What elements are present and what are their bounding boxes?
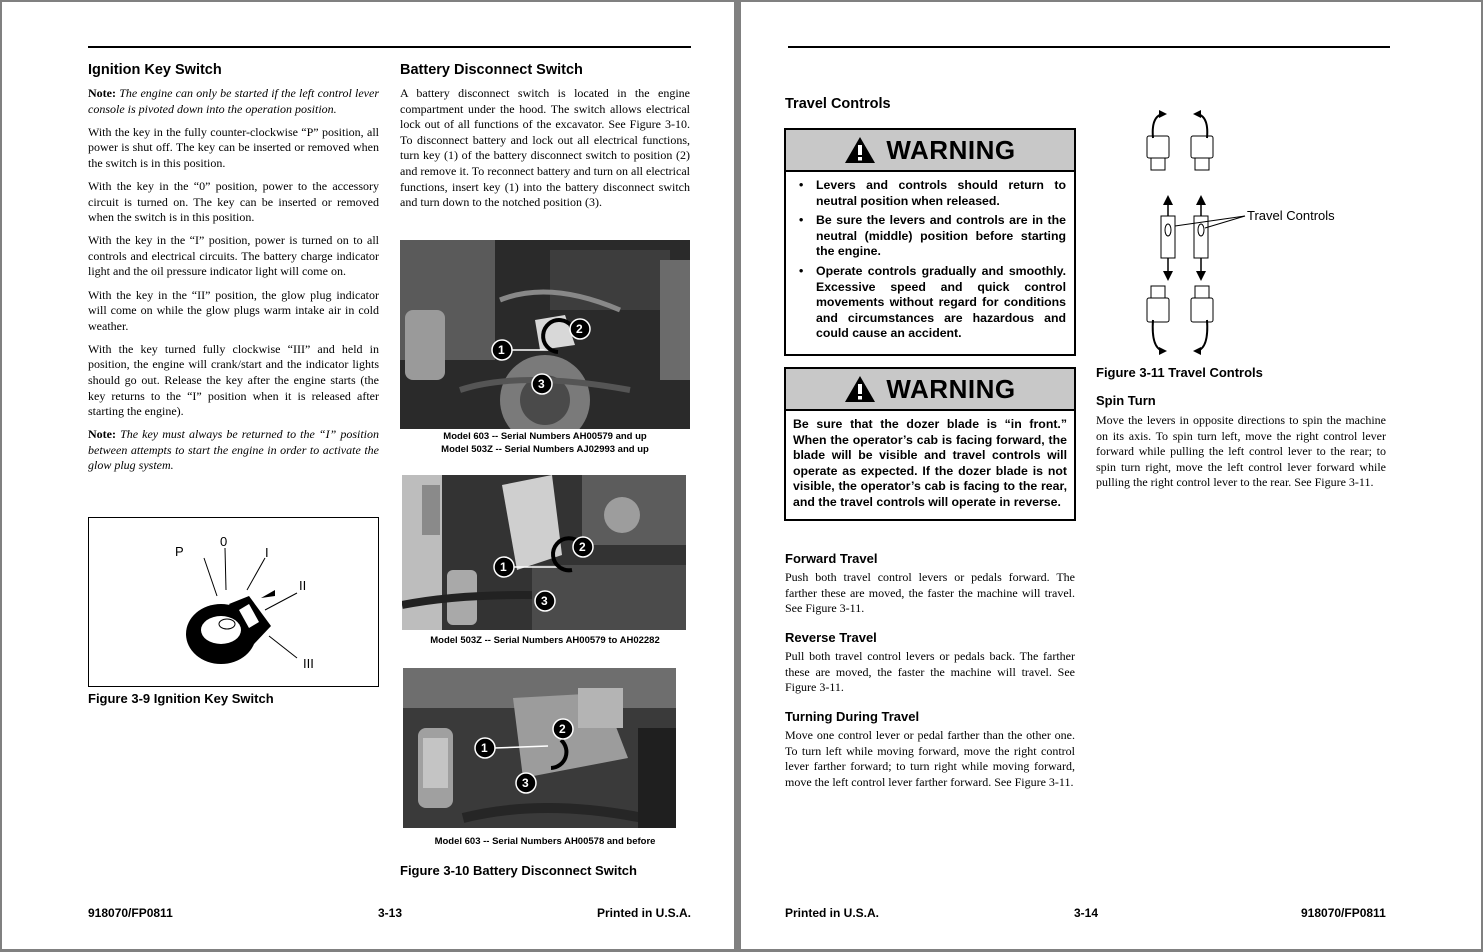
engine-photo-1 <box>400 240 690 429</box>
footer-page-number: 3-13 <box>378 906 403 920</box>
callout-1-label: 1 <box>500 560 507 574</box>
battery-heading: Battery Disconnect Switch <box>400 62 583 78</box>
position-line-iii <box>269 636 297 658</box>
travel-controls-illustration <box>1141 108 1381 358</box>
ignition-note-1 <box>88 86 379 117</box>
arrow-icon <box>1193 347 1201 355</box>
note-text: The key must always be returned to the “I” position between attempts to start the engine in order to activate the glow plug system. <box>88 427 380 473</box>
callout-2-label: 2 <box>576 322 583 336</box>
footer-printed: Printed in U.S.A. <box>597 906 692 920</box>
callout-2-label: 2 <box>579 540 586 554</box>
figure-3-11-caption: Figure 3-11 Travel Controls <box>1096 365 1263 380</box>
ignition-heading: Ignition Key Switch <box>88 62 222 78</box>
ignition-text-column <box>88 86 379 482</box>
note-text: The engine can only be started if the left control lever console is pivoted down into the operation position. <box>88 86 379 116</box>
ignition-paragraph: With the key in the “II” position, the glow plug indicator will come on while the glow plugs warm intake air in cold weather. <box>88 287 379 333</box>
warning-item: • Operate controls gradually and smoothly. Excessive speed and quick control movements without regard for conditions and circumstances are hazardous and could cause an accident. <box>794 264 1066 342</box>
footer-printed: Printed in U.S.A. <box>785 906 880 920</box>
arrow-icon <box>1193 110 1201 118</box>
arrow-down-icon <box>1196 271 1206 281</box>
travel-controls-label: Travel Controls <box>1247 208 1335 223</box>
reverse-travel-text: Pull both travel control levers or pedals back. The farther these are moved, the faster the machine will travel. See Figure 3-11. <box>785 649 1075 695</box>
warning-header <box>786 130 1074 172</box>
callout-2-label: 2 <box>559 722 566 736</box>
warning-title: WARNING <box>886 134 1016 165</box>
warning-box-dozer <box>784 367 1076 521</box>
position-line-0 <box>225 548 226 590</box>
ignition-note-2 <box>88 427 379 474</box>
warning-title: WARNING <box>886 373 1016 404</box>
rotation-arrow-icon <box>261 590 275 598</box>
figure-3-10-caption: Figure 3-10 Battery Disconnect Switch <box>400 863 637 878</box>
label-i: I <box>265 545 269 560</box>
note-label: Note: <box>88 427 116 442</box>
engine-photo-1-illustration <box>400 240 690 429</box>
pedal-pair-top <box>1147 136 1213 170</box>
header-rule <box>788 46 1390 48</box>
photo-1-caption <box>400 430 690 456</box>
forward-travel-section <box>785 570 1075 624</box>
note-label: Note: <box>88 86 116 100</box>
travel-controls-heading: Travel Controls <box>785 96 891 112</box>
engine-photo-2 <box>402 475 686 630</box>
header-rule <box>88 46 691 48</box>
callout-3-label: 3 <box>541 594 548 608</box>
arrow-icon <box>1159 110 1167 118</box>
photo-2-caption: Model 503Z -- Serial Numbers AH00579 to AH02282 <box>430 635 660 646</box>
engine-photo-2-illustration <box>402 475 686 630</box>
leader-line <box>1175 216 1245 226</box>
photo-1-caption-line: Model 503Z -- Serial Numbers AJ02993 and up <box>441 444 649 455</box>
arrow-down-icon <box>1163 271 1173 281</box>
warning-list <box>794 178 1066 342</box>
warning-item: • Levers and controls should return to neutral position when released. <box>794 178 1066 209</box>
engine-photo-3 <box>403 668 676 828</box>
arrow-up-icon <box>1163 195 1173 205</box>
callout-1-label: 1 <box>498 343 505 357</box>
ignition-paragraph: With the key turned fully clockwise “III” and held in position, the engine will crank/start and the indicator lights should go out. Release the key after the engine starts (the key returns to the “I” position when it is released after starting the engine). <box>88 341 379 419</box>
warning-box-levers <box>784 128 1076 356</box>
forward-travel-text: Push both travel control levers or pedals forward. The farther these are moved, the faster the machine will travel. See Figure 3-11. <box>785 570 1075 616</box>
position-line-i <box>247 558 265 590</box>
key-slot <box>219 619 235 629</box>
warning-header <box>786 369 1074 411</box>
battery-paragraph: A battery disconnect switch is located in the engine compartment under the hood. The switch allows electrical lock out of all functions of the excavator. See Figure 3-10. To disconnect battery and lock out all electrical functions, turn key (1) of the battery disconnect switch to position (2) and remove it. To reconnect battery and turn on all electrical functions, insert key (1) into the battery disconnect switch and turn down to the notched position (3). <box>400 86 690 210</box>
arrow-up-icon <box>1196 195 1206 205</box>
warning-body <box>786 172 1074 354</box>
warning-triangle-icon <box>844 375 876 403</box>
ignition-paragraph: With the key in the “I” position, power is turned on to all controls and electrical circuits. The battery charge indicator light and the oil pressure indicator light will come on. <box>88 233 379 279</box>
callout-1-label: 1 <box>481 741 488 755</box>
forward-travel-heading: Forward Travel <box>785 551 878 566</box>
label-iii: III <box>303 656 314 671</box>
warning-item: • Be sure the levers and controls are in the neutral (middle) position before starting the engine. <box>794 213 1066 260</box>
ignition-paragraph: With the key in the fully counter-clockwise “P” position, all power is shut off. The key can be inserted or removed when the switch is in this position. <box>88 124 379 170</box>
figure-3-9-caption: Figure 3-9 Ignition Key Switch <box>88 691 274 706</box>
warning-triangle-icon <box>844 136 876 164</box>
turning-travel-text: Move one control lever or pedal farther than the other one. To turn left while moving forward, move the right control lever farther forward; to turn right while moving forward, move the left control lever farther forward. See Figure 3-11. <box>785 728 1075 789</box>
travel-controls-diagram <box>1141 108 1381 358</box>
label-ii: II <box>299 578 307 593</box>
engine-photo-3-illustration <box>403 668 676 828</box>
reverse-travel-section <box>785 649 1075 703</box>
position-line-p <box>204 558 217 596</box>
pedal-pair-bottom <box>1147 286 1213 322</box>
callout-3-label: 3 <box>522 776 529 790</box>
battery-text-column <box>400 86 690 218</box>
label-0: 0 <box>220 534 228 549</box>
turning-travel-heading: Turning During Travel <box>785 709 920 724</box>
footer-doc-number: 918070/FP0811 <box>1301 906 1386 920</box>
right-page <box>741 2 1481 949</box>
ignition-paragraph: With the key in the “0” position, power to the accessory circuit is turned on. The key can be inserted or removed when the switch is in this position. <box>88 178 379 225</box>
arrow-icon <box>1159 347 1167 355</box>
leader-line <box>1205 216 1245 228</box>
turning-travel-section <box>785 728 1075 798</box>
spin-turn-heading: Spin Turn <box>1096 393 1156 408</box>
spin-turn-text: Move the levers in opposite directions to spin the machine on its axis. To spin turn left, move the right control lever forward while pulling the left control lever to the rear; to spin turn right, move the left control lever forward while pulling the right control lever to the rear. See Figure 3-11. <box>1096 413 1386 490</box>
photo-3-caption: Model 603 -- Serial Numbers AH00578 and before <box>434 836 656 847</box>
warning-body: Be sure that the dozer blade is “in front.” When the operator’s cab is facing forward, the blade will be visible and travel controls will operate as expected. If the dozer blade is not visible, the operator’s cab is facing to the rear, and the travel controls will operate in reverse. <box>793 417 1067 509</box>
ignition-switch-illustration <box>89 518 378 686</box>
callout-3-label: 3 <box>538 377 545 391</box>
reverse-travel-heading: Reverse Travel <box>785 630 877 645</box>
label-p: P <box>175 544 184 559</box>
ignition-switch-diagram <box>88 517 379 687</box>
footer-page-number: 3-14 <box>1074 906 1099 920</box>
footer-doc-number: 918070/FP0811 <box>88 906 173 920</box>
spin-turn-section <box>1096 413 1386 498</box>
photo-1-caption-line: Model 603 -- Serial Numbers AH00579 and up <box>443 431 647 442</box>
left-page <box>2 2 734 949</box>
